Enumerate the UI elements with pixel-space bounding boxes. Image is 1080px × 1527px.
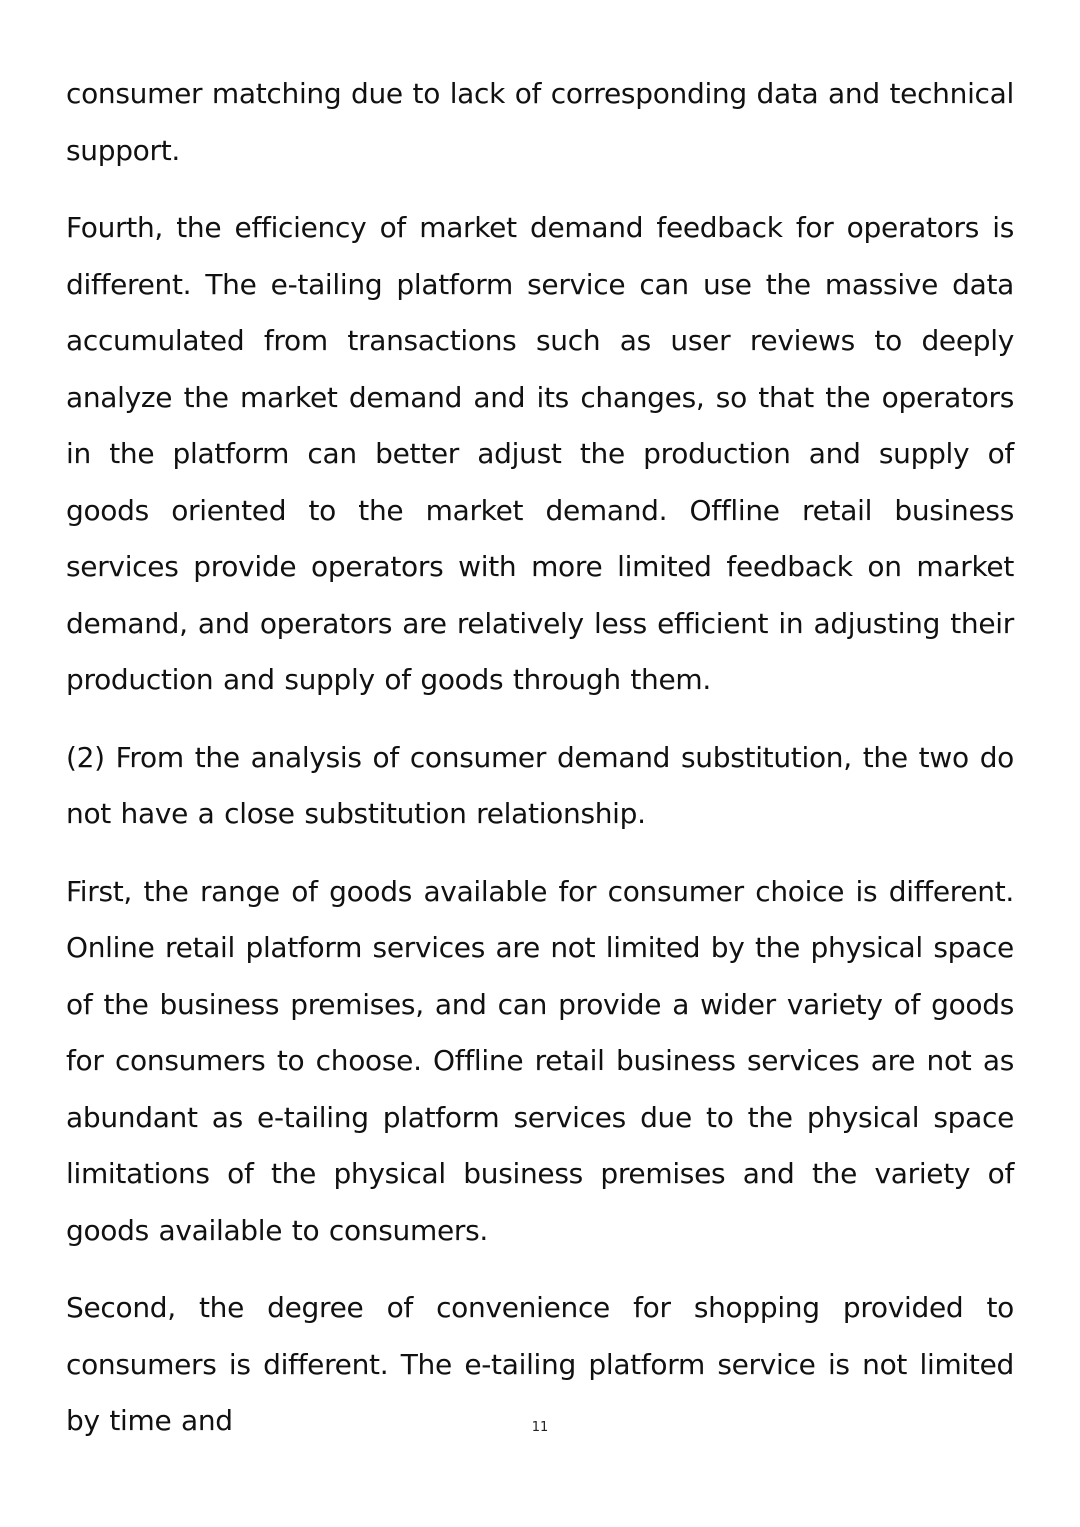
paragraph-first: First, the range of goods available for consumer choice is different. Online retail platform services are not limited by the physical space of the business premises, and can provide a wider variety of goods for consumers to choose. Offline retail business services are not as abundant as e-tailing platform services due to the physical space limitations of the physical business premises and the variety of goods available to consumers. [66, 874, 1014, 1247]
paragraph-fourth: Fourth, the efficiency of market demand feedback for operators is different. The e-tailing platform service can use the massive data accumulated from transactions such as user reviews to deeply analyze the market demand and its changes, so that the operators in the platform can better adjust the production and supply of goods oriented to the market demand. Offline retail business services provide operators with more limited feedback on market demand, and operators are relatively less efficient in adjusting their production and supply of goods through them. [66, 211, 1014, 696]
document-body [66, 66, 1014, 1471]
paragraph-continuation: consumer matching due to lack of corresponding data and technical support. [66, 77, 1014, 167]
paragraph-second: Second, the degree of convenience for shopping provided to consumers is different. The e-tailing platform service is not limited by time and [66, 1291, 1014, 1437]
paragraph-section-2: (2) From the analysis of consumer demand substitution, the two do not have a close substitution relationship. [66, 740, 1014, 830]
page-number: 11 [531, 1420, 549, 1435]
